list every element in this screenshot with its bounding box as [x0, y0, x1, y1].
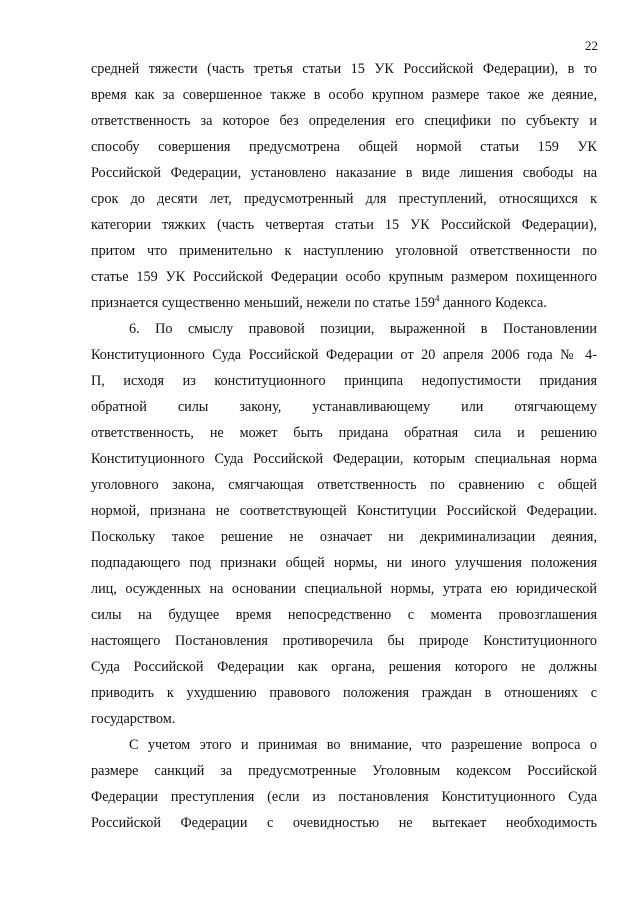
superscript: 4 — [435, 293, 440, 304]
page-number: 22 — [585, 38, 598, 53]
text-line: средней тяжести (часть третья статьи 15 УК Российской Федерации), в то — [91, 61, 597, 77]
text-line: уголовного закона, смягчающая ответственность по сравнению с общей — [91, 477, 597, 493]
text-line: Суда Российской Федерации как органа, решения которого не должны — [91, 659, 597, 675]
text-line: ответственность за которое без определения его специфики по субъекту и — [91, 113, 597, 129]
text-line: время как за совершенное также в особо крупном размере такое же деяние, — [91, 87, 597, 103]
body-text — [91, 56, 597, 836]
text-line: настоящего Постановления противоречила бы природе Конституционного — [91, 633, 597, 649]
paragraph-2 — [91, 316, 597, 732]
text-segment: данного Кодекса. — [439, 295, 547, 311]
text-line: подпадающего под признаки общей нормы, ни иного улучшения положения — [91, 555, 597, 571]
text-line: Поскольку такое решение не означает ни декриминализации деяния, — [91, 529, 597, 545]
paragraph-3 — [91, 732, 597, 836]
text-line: размере санкций за предусмотренные Уголовным кодексом Российской — [91, 763, 597, 779]
paragraph-1 — [91, 56, 597, 316]
text-line: срок до десяти лет, предусмотренный для преступлений, относящихся к — [91, 191, 597, 207]
text-line: нормой, признана не соответствующей Конституции Российской Федерации. — [91, 503, 597, 519]
text-line: ответственность, не может быть придана обратная сила и решению — [91, 425, 597, 441]
text-line-with-superscript — [91, 290, 597, 316]
text-line: С учетом этого и принимая во внимание, что разрешение вопроса о — [129, 737, 597, 753]
text-line: государством. — [91, 711, 176, 727]
text-line: силы на будущее время непосредственно с момента провозглашения — [91, 607, 597, 623]
text-line: Федерации преступления (если из постановления Конституционного Суда — [91, 789, 597, 805]
text-line: категории тяжких (часть четвертая статьи 15 УК Российской Федерации), — [91, 217, 597, 233]
text-line: 6. По смыслу правовой позиции, выраженной в Постановлении — [129, 321, 597, 337]
text-line: Конституционного Суда Российской Федерации от 20 апреля 2006 года № 4- — [91, 347, 597, 363]
text-line: приводить к ухудшению правового положения граждан в отношениях с — [91, 685, 597, 701]
text-line: Российской Федерации с очевидностью не вытекает необходимость — [91, 815, 597, 831]
text-line: лиц, осужденных на основании специальной нормы, утрата ею юридической — [91, 581, 597, 597]
text-line: Российской Федерации, установлено наказание в виде лишения свободы на — [91, 165, 597, 181]
text-line: статье 159 УК Российской Федерации особо крупным размером похищенного — [91, 269, 597, 285]
text-line: П, исходя из конституционного принципа недопустимости придания — [91, 373, 597, 389]
text-line: притом что применительно к наступлению уголовной ответственности по — [91, 243, 597, 259]
text-line: Конституционного Суда Российской Федерации, которым специальная норма — [91, 451, 597, 467]
text-segment: признается существенно меньший, нежели по статье 159 — [91, 295, 436, 311]
text-line: обратной силы закону, устанавливающему или отягчающему — [91, 399, 597, 415]
text-line: способу совершения предусмотрена общей нормой статьи 159 УК — [91, 139, 597, 155]
